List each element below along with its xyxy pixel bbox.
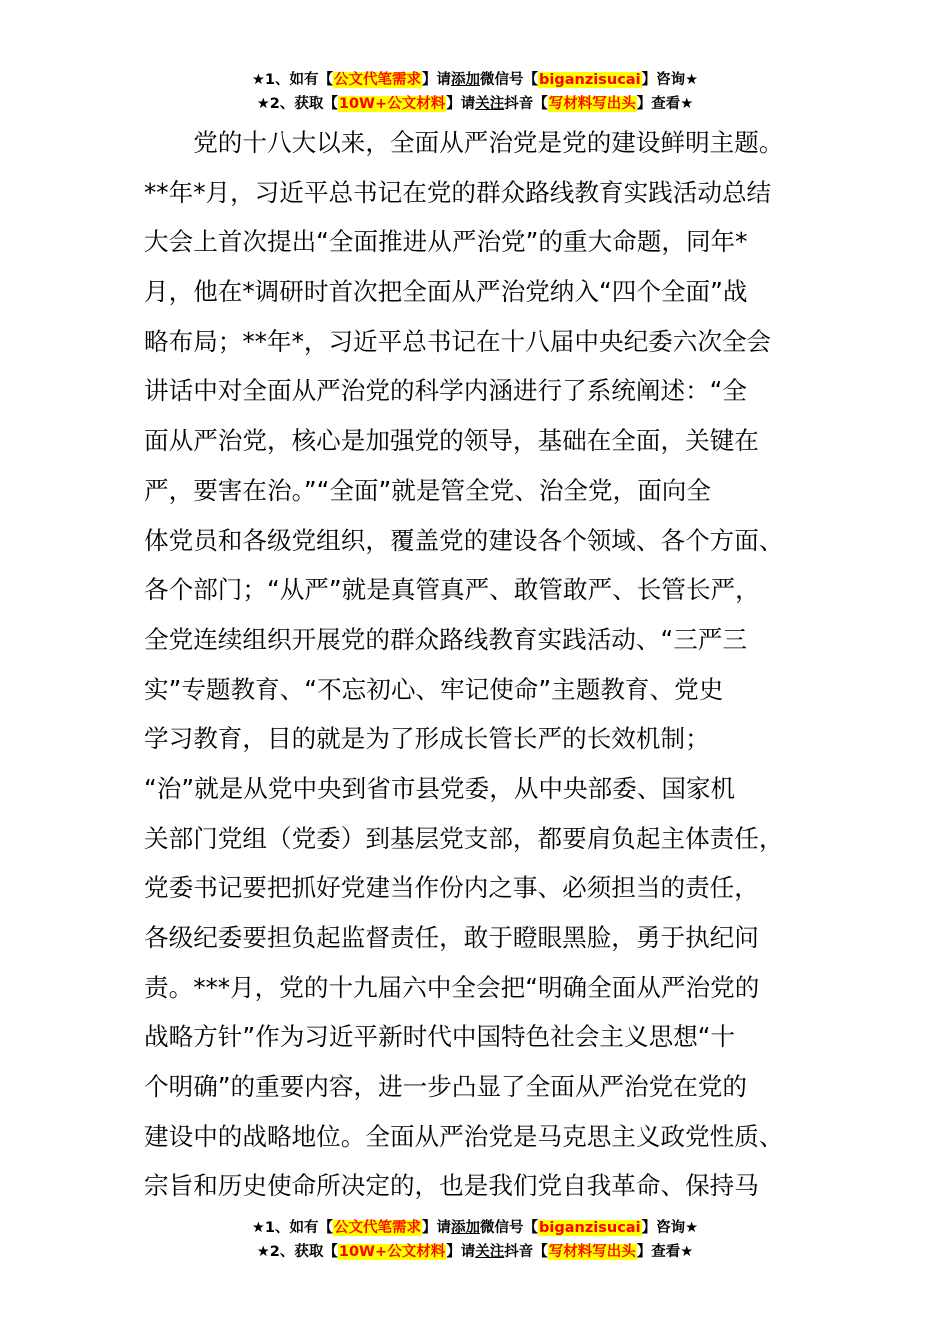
banner-highlight: biganzisucai [539, 1220, 641, 1236]
banner-line-1 [0, 68, 950, 92]
body-line: 各级纪委要担负起监督责任，敢于瞪眼黑脸，勇于执纪问 [144, 923, 759, 952]
banner-underline: 添加 [451, 1220, 481, 1236]
banner-text: 抖音【 [504, 1244, 548, 1260]
header-banner [0, 68, 950, 116]
banner-text: 】请 [446, 1244, 476, 1260]
body-line: 党委书记要把抓好党建当作份内之事、必须担当的责任， [144, 873, 759, 903]
body-line: **年*月，习近平总书记在党的群众路线教育实践活动总结 [144, 177, 772, 207]
banner-text: 抖音【 [504, 96, 548, 112]
banner-text: 】咨询★ [641, 72, 699, 88]
banner-text: 微信号【 [480, 72, 539, 88]
body-line: 全党连续组织开展党的群众路线教育实践活动、“三严三 [144, 624, 747, 654]
banner-highlight: 10W+公文材料 [338, 96, 446, 112]
banner-text: ★1、如有【 [251, 72, 334, 88]
banner-text: 】咨询★ [641, 1220, 699, 1236]
banner-highlight: 公文代笔需求 [334, 72, 422, 88]
banner-line-2 [0, 1240, 950, 1264]
footer-banner [0, 1216, 950, 1264]
body-line: 党的十八大以来，全面从严治党是党的建设鲜明主题。 [144, 128, 784, 157]
banner-text: 】请 [422, 72, 452, 88]
body-line: 严，要害在治。”“全面”就是管全党、治全党，面向全 [144, 475, 711, 505]
banner-text: 】请 [446, 96, 476, 112]
document-body [144, 118, 806, 1211]
body-line: 宗旨和历史使命所决定的，也是我们党自我革命、保持马 [144, 1171, 759, 1201]
banner-underline: 关注 [475, 96, 505, 112]
banner-highlight: 10W+公文材料 [338, 1244, 446, 1260]
banner-text: 】查看★ [636, 96, 694, 112]
banner-text: ★2、获取【 [256, 1244, 338, 1260]
body-line: 个明确”的重要内容，进一步凸显了全面从严治党在党的 [144, 1072, 747, 1102]
body-line: 关部门党组（党委）到基层党支部，都要肩负起主体责任， [144, 823, 784, 853]
body-line: 讲话中对全面从严治党的科学内涵进行了系统阐述：“全 [144, 376, 747, 406]
banner-text: 】请 [422, 1220, 452, 1236]
body-line: 各个部门；“从严”就是真管真严、敢管敢严、长管长严， [144, 575, 760, 605]
banner-highlight: 写材料写出头 [548, 96, 636, 112]
banner-underline: 关注 [475, 1244, 505, 1260]
banner-line-1 [0, 1216, 950, 1240]
banner-highlight: 写材料写出头 [548, 1244, 636, 1260]
body-line: 责。***月，党的十九届六中全会把“明确全面从严治党的 [144, 972, 760, 1002]
banner-highlight: 公文代笔需求 [334, 1220, 422, 1236]
body-line: 月，他在*调研时首次把全面从严治党纳入“四个全面”战 [144, 277, 748, 307]
banner-text: 】查看★ [636, 1244, 694, 1260]
banner-text: ★2、获取【 [256, 96, 338, 112]
body-line: 大会上首次提出“全面推进从严治党”的重大命题，同年* [144, 227, 748, 257]
body-line: 实”专题教育、“不忘初心、牢记使命”主题教育、党史 [144, 674, 724, 704]
body-line: 略布局；**年*，习近平总书记在十八届中央纪委六次全会 [144, 326, 772, 356]
body-line: 面从严治党，核心是加强党的领导，基础在全面，关键在 [144, 426, 759, 456]
body-line: “治”就是从党中央到省市县党委，从中央部委、国家机 [144, 773, 736, 803]
banner-text: 微信号【 [480, 1220, 539, 1236]
banner-text: ★1、如有【 [251, 1220, 334, 1236]
body-line: 体党员和各级党组织，覆盖党的建设各个领域、各个方面、 [144, 525, 784, 555]
banner-highlight: biganzisucai [539, 72, 641, 88]
body-line: 战略方针”作为习近平新时代中国特色社会主义思想“十 [144, 1022, 736, 1052]
body-line: 建设中的战略地位。全面从严治党是马克思主义政党性质、 [144, 1121, 784, 1151]
body-line: 学习教育，目的就是为了形成长管长严的长效机制； [144, 724, 710, 754]
banner-line-2 [0, 92, 950, 116]
banner-underline: 添加 [451, 72, 481, 88]
